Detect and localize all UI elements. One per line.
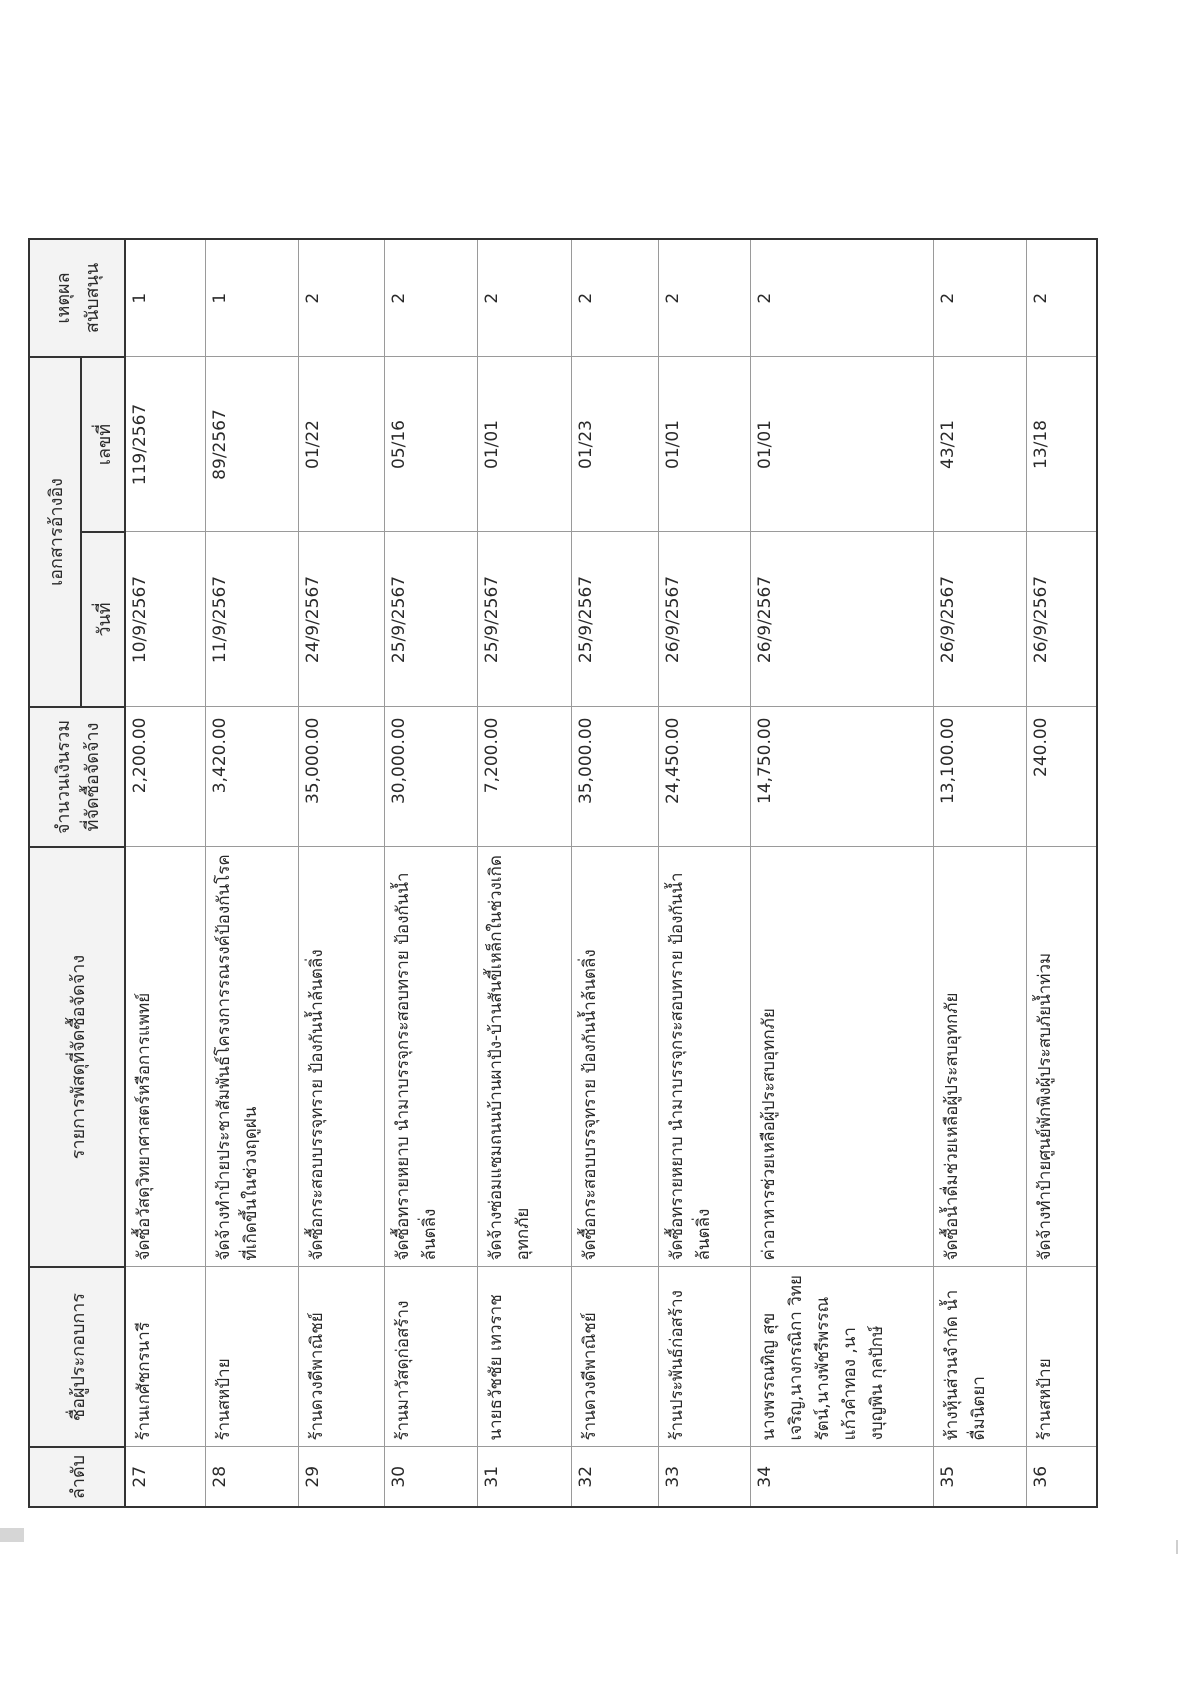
table-row <box>205 239 298 1507</box>
cell-vendor: ร้านมาวัสดุก่อสร้าง <box>385 1267 478 1447</box>
table-header <box>29 239 125 1507</box>
header-items: รายการพัสดุที่จัดซื้อจัดจ้าง <box>29 847 125 1267</box>
header-vendor: ชื่อผู้ประกอบการ <box>29 1267 125 1447</box>
cell-reason: 1 <box>205 239 298 357</box>
header-ref: เอกสารอ้างอิง <box>29 357 81 707</box>
header-reason: เหตุผลสนับสนุน <box>29 239 125 357</box>
cell-date: 25/9/2567 <box>572 532 659 707</box>
cell-vendor: ห้างหุ้นส่วนจำกัด น้ำดื่มนิตยา <box>934 1267 1027 1447</box>
header-num: เลขที่ <box>81 357 125 532</box>
header-date: วันที่ <box>81 532 125 707</box>
table-row <box>385 239 478 1507</box>
table-row <box>125 239 205 1507</box>
cell-num: 13/18 <box>1027 357 1098 532</box>
cell-items: จัดจ้างทำป้ายประชาสัมพันธ์โครงการรณรงค์ป้องกันโรคที่เกิดขึ้นในช่วงฤดูฝน <box>205 847 298 1267</box>
cell-date: 24/9/2567 <box>298 532 385 707</box>
cell-num: 05/16 <box>385 357 478 532</box>
cell-reason: 1 <box>125 239 205 357</box>
cell-items: จัดซื้อวัสดุวิทยาศาสตร์หรือการแพทย์ <box>125 847 205 1267</box>
table-row <box>572 239 659 1507</box>
cell-items: จัดจ้างซ่อมแซมถนนบ้านผาปัง-บ้านสันขี้เหล็กในช่วงเกิดอุทกภัย <box>477 847 572 1267</box>
cell-date: 10/9/2567 <box>125 532 205 707</box>
table-row <box>658 239 751 1507</box>
cell-vendor: นางพรรณทิญ สุขเจริญ,นางกรณิกา วิทยรัตน์,นางพัชรีพรรณ แก้วคำทอง ,นางบุญพิน กุลปักษ์ <box>751 1267 934 1447</box>
cell-items: ค่าอาหารช่วยเหลือผู้ประสบอุทกภัย <box>751 847 934 1267</box>
cell-amount: 240.00 <box>1027 707 1098 847</box>
cell-date: 25/9/2567 <box>477 532 572 707</box>
cell-items: จัดจ้างทำป้ายศูนย์พักพิงผู้ประสบภัยน้ำท่วม <box>1027 847 1098 1267</box>
cell-items: จัดซื้อทรายหยาบ นำมาบรรจุกระสอบทราย ป้องกันน้ำล้นตลิ่ง <box>385 847 478 1267</box>
cell-reason: 2 <box>298 239 385 357</box>
header-no: ลำดับ <box>29 1447 125 1507</box>
cell-amount: 7,200.00 <box>477 707 572 847</box>
cell-no: 32 <box>572 1447 659 1507</box>
cell-vendor: ร้านสหป้าย <box>205 1267 298 1447</box>
cell-no: 35 <box>934 1447 1027 1507</box>
cell-num: 01/22 <box>298 357 385 532</box>
cell-num: 89/2567 <box>205 357 298 532</box>
cell-num: 119/2567 <box>125 357 205 532</box>
cell-vendor: ร้านสหป้าย <box>1027 1267 1098 1447</box>
cell-vendor: นายธวัชชัย เทวราช <box>477 1267 572 1447</box>
cell-no: 34 <box>751 1447 934 1507</box>
scan-edge-mark-right <box>1176 1540 1178 1554</box>
cell-reason: 2 <box>934 239 1027 357</box>
table-row <box>298 239 385 1507</box>
cell-date: 26/9/2567 <box>658 532 751 707</box>
cell-amount: 35,000.00 <box>572 707 659 847</box>
cell-num: 01/01 <box>751 357 934 532</box>
cell-num: 01/01 <box>658 357 751 532</box>
cell-num: 43/21 <box>934 357 1027 532</box>
cell-amount: 24,450.00 <box>658 707 751 847</box>
cell-reason: 2 <box>1027 239 1098 357</box>
header-amount: จำนวนเงินรวมที่จัดซื้อจัดจ้าง <box>29 707 125 847</box>
cell-items: จัดซื้อกระสอบบรรจุทราย ป้องกันน้ำล้นตลิ่ง <box>572 847 659 1267</box>
cell-num: 01/01 <box>477 357 572 532</box>
cell-amount: 3,420.00 <box>205 707 298 847</box>
cell-amount: 30,000.00 <box>385 707 478 847</box>
cell-date: 26/9/2567 <box>934 532 1027 707</box>
cell-vendor: ร้านดวงดีพาณิชย์ <box>298 1267 385 1447</box>
cell-reason: 2 <box>477 239 572 357</box>
cell-vendor: ร้านดวงดีพาณิชย์ <box>572 1267 659 1447</box>
table-body <box>125 239 1097 1507</box>
cell-vendor: ร้านประพันธ์ก่อสร้าง <box>658 1267 751 1447</box>
cell-no: 27 <box>125 1447 205 1507</box>
cell-no: 31 <box>477 1447 572 1507</box>
table-row <box>934 239 1027 1507</box>
cell-no: 33 <box>658 1447 751 1507</box>
cell-reason: 2 <box>572 239 659 357</box>
scan-edge-mark <box>0 1528 24 1542</box>
table-row <box>1027 239 1098 1507</box>
cell-amount: 14,750.00 <box>751 707 934 847</box>
cell-amount: 2,200.00 <box>125 707 205 847</box>
cell-date: 26/9/2567 <box>1027 532 1098 707</box>
cell-num: 01/23 <box>572 357 659 532</box>
cell-reason: 2 <box>385 239 478 357</box>
table-row <box>477 239 572 1507</box>
cell-date: 11/9/2567 <box>205 532 298 707</box>
cell-items: จัดซื้อทรายหยาบ นำมาบรรจุกระสอบทราย ป้องกันน้ำล้นตลิ่ง <box>658 847 751 1267</box>
cell-reason: 2 <box>751 239 934 357</box>
cell-amount: 13,100.00 <box>934 707 1027 847</box>
cell-no: 28 <box>205 1447 298 1507</box>
cell-date: 26/9/2567 <box>751 532 934 707</box>
cell-amount: 35,000.00 <box>298 707 385 847</box>
cell-items: จัดซื้อน้ำดื่มช่วยเหลือผู้ประสบอุทกภัย <box>934 847 1027 1267</box>
rotated-table-container <box>28 240 1098 1508</box>
cell-date: 25/9/2567 <box>385 532 478 707</box>
cell-reason: 2 <box>658 239 751 357</box>
cell-no: 29 <box>298 1447 385 1507</box>
procurement-table <box>28 238 1098 1508</box>
cell-items: จัดซื้อกระสอบบรรจุทราย ป้องกันน้ำล้นตลิ่ง <box>298 847 385 1267</box>
cell-no: 36 <box>1027 1447 1098 1507</box>
cell-no: 30 <box>385 1447 478 1507</box>
cell-vendor: ร้านเกศัชกรนารี <box>125 1267 205 1447</box>
table-row <box>751 239 934 1507</box>
